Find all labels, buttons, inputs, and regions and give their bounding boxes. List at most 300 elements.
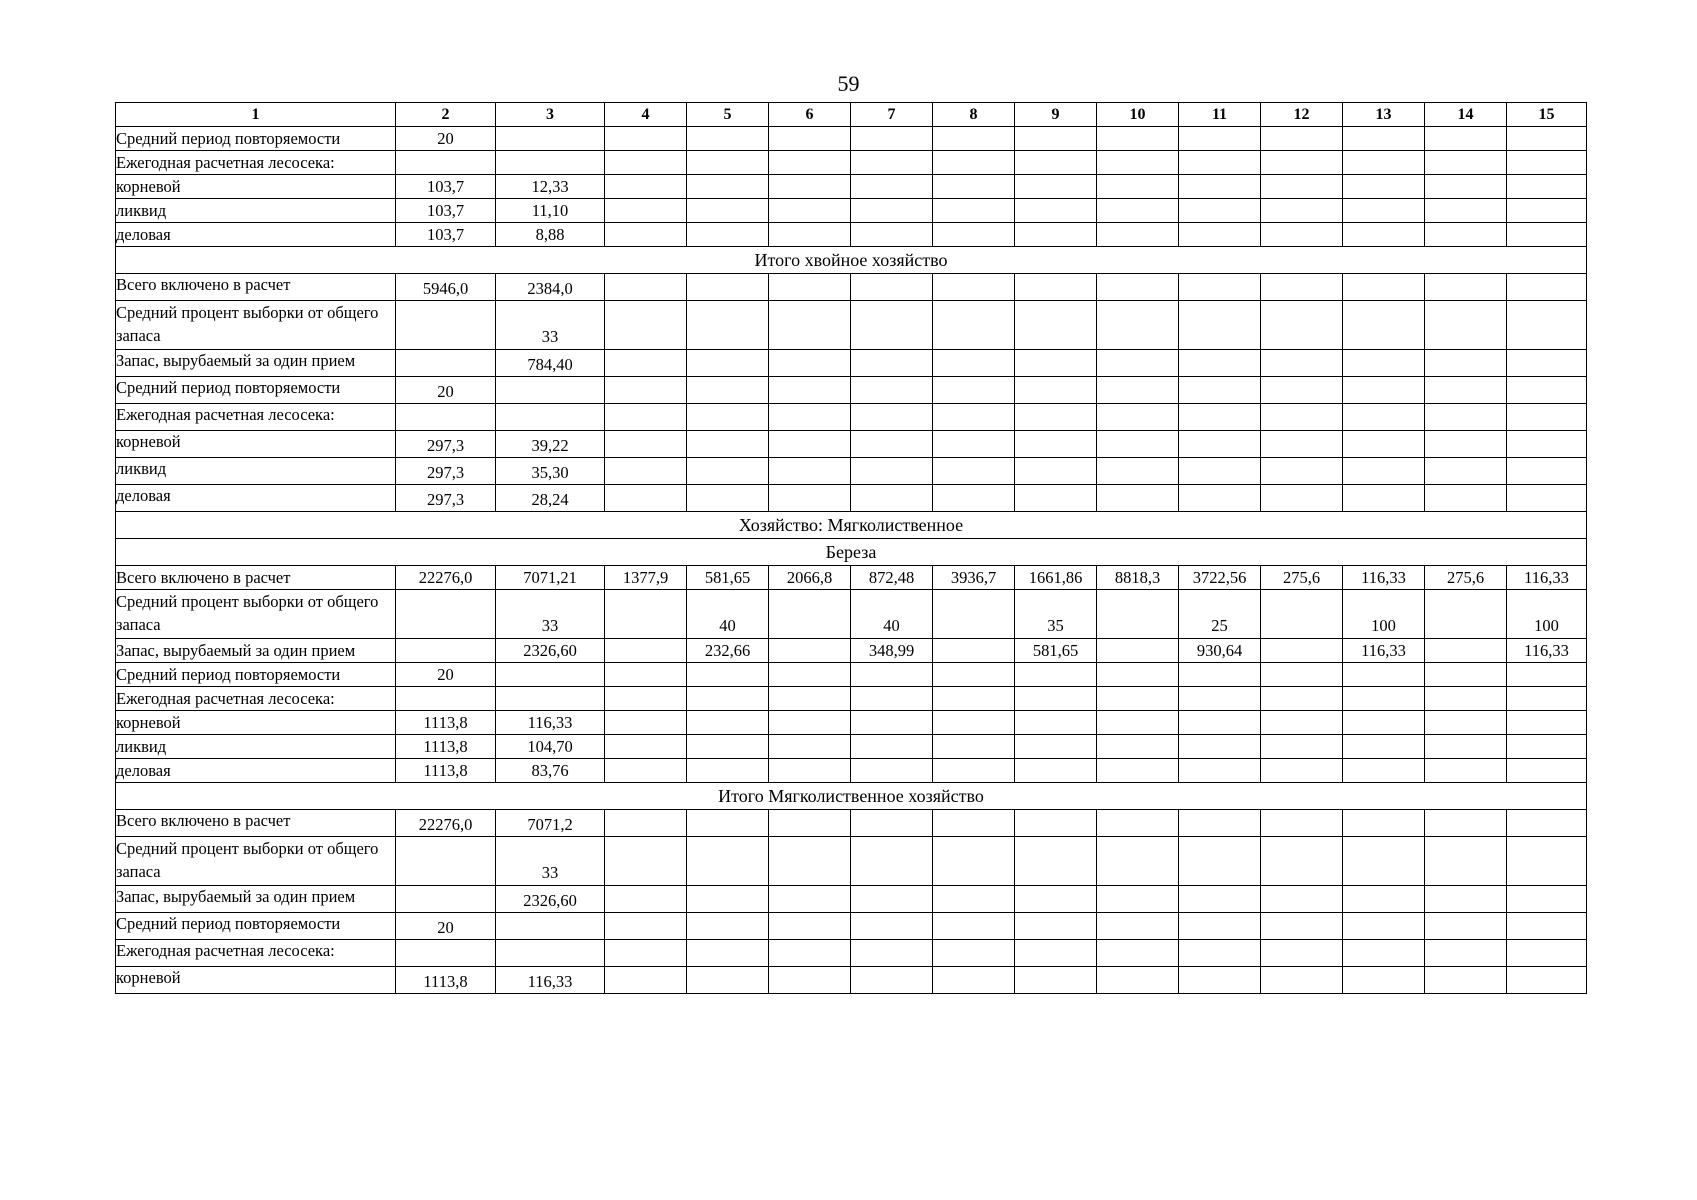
value-cell	[1343, 837, 1425, 886]
row-label-cell: корневой	[116, 431, 396, 458]
value-cell	[1179, 127, 1261, 151]
value-cell	[769, 967, 851, 994]
value-cell	[769, 274, 851, 301]
value-cell	[1179, 151, 1261, 175]
value-cell	[1015, 687, 1097, 711]
value-cell	[1507, 301, 1587, 350]
value-cell	[605, 377, 687, 404]
value-cell	[769, 175, 851, 199]
value-cell	[1097, 485, 1179, 512]
value-cell: 872,48	[851, 566, 933, 590]
value-cell	[1015, 967, 1097, 994]
value-cell	[1507, 199, 1587, 223]
value-cell	[1507, 687, 1587, 711]
section-heading-row	[116, 783, 1587, 810]
value-cell: 8,88	[496, 223, 605, 247]
value-cell	[496, 913, 605, 940]
value-cell: 2326,60	[496, 886, 605, 913]
value-cell	[1507, 759, 1587, 783]
value-cell	[605, 151, 687, 175]
value-cell	[687, 175, 769, 199]
value-cell	[1425, 913, 1507, 940]
value-cell	[1343, 431, 1425, 458]
value-cell: 116,33	[496, 711, 605, 735]
value-cell	[1261, 377, 1343, 404]
value-cell	[396, 404, 496, 431]
value-cell	[687, 687, 769, 711]
value-cell	[1179, 735, 1261, 759]
table-row	[116, 967, 1587, 994]
table-row	[116, 913, 1587, 940]
value-cell	[1261, 350, 1343, 377]
column-number-9: 9	[1015, 103, 1097, 127]
value-cell	[605, 687, 687, 711]
value-cell	[1015, 711, 1097, 735]
value-cell	[933, 735, 1015, 759]
value-cell	[687, 127, 769, 151]
value-cell	[1343, 485, 1425, 512]
value-cell: 22276,0	[396, 810, 496, 837]
value-cell	[1097, 151, 1179, 175]
value-cell	[605, 590, 687, 639]
row-label-cell: Средний процент выборки от общего запаса	[116, 837, 396, 886]
value-cell	[1015, 759, 1097, 783]
value-cell	[851, 175, 933, 199]
value-cell	[851, 663, 933, 687]
value-cell	[396, 687, 496, 711]
value-cell	[1097, 350, 1179, 377]
value-cell	[1097, 711, 1179, 735]
value-cell: 5946,0	[396, 274, 496, 301]
value-cell	[769, 458, 851, 485]
value-cell	[687, 274, 769, 301]
value-cell	[851, 458, 933, 485]
value-cell	[1425, 711, 1507, 735]
value-cell	[1097, 687, 1179, 711]
value-cell	[605, 127, 687, 151]
value-cell	[933, 404, 1015, 431]
value-cell	[1015, 810, 1097, 837]
table-row	[116, 940, 1587, 967]
value-cell: 40	[851, 590, 933, 639]
row-label-cell: деловая	[116, 759, 396, 783]
value-cell	[1015, 837, 1097, 886]
value-cell	[851, 404, 933, 431]
value-cell	[933, 913, 1015, 940]
value-cell	[933, 663, 1015, 687]
value-cell: 116,33	[1507, 639, 1587, 663]
value-cell	[1261, 404, 1343, 431]
value-cell	[851, 967, 933, 994]
value-cell: 581,65	[1015, 639, 1097, 663]
value-cell	[1179, 663, 1261, 687]
value-cell	[1015, 199, 1097, 223]
column-number-8: 8	[933, 103, 1015, 127]
column-number-4: 4	[605, 103, 687, 127]
value-cell	[1097, 223, 1179, 247]
value-cell	[1261, 759, 1343, 783]
value-cell: 103,7	[396, 223, 496, 247]
value-cell	[1425, 431, 1507, 458]
value-cell	[1425, 663, 1507, 687]
value-cell	[1097, 127, 1179, 151]
value-cell	[851, 151, 933, 175]
value-cell	[1261, 458, 1343, 485]
value-cell	[933, 175, 1015, 199]
value-cell	[933, 199, 1015, 223]
value-cell	[687, 431, 769, 458]
value-cell	[605, 458, 687, 485]
row-label-cell: ликвид	[116, 735, 396, 759]
row-label-cell: деловая	[116, 223, 396, 247]
value-cell	[1507, 711, 1587, 735]
value-cell	[1425, 175, 1507, 199]
section-heading: Береза	[116, 539, 1587, 566]
value-cell	[1015, 274, 1097, 301]
section-heading: Итого хвойное хозяйство	[116, 247, 1587, 274]
value-cell	[769, 759, 851, 783]
value-cell	[1425, 404, 1507, 431]
value-cell: 297,3	[396, 431, 496, 458]
value-cell	[933, 377, 1015, 404]
value-cell	[933, 151, 1015, 175]
value-cell	[687, 485, 769, 512]
value-cell	[851, 913, 933, 940]
value-cell	[496, 687, 605, 711]
value-cell: 1113,8	[396, 967, 496, 994]
value-cell	[687, 223, 769, 247]
value-cell	[1507, 175, 1587, 199]
value-cell	[687, 663, 769, 687]
value-cell	[1507, 223, 1587, 247]
value-cell	[1097, 913, 1179, 940]
table-row	[116, 431, 1587, 458]
value-cell	[1343, 301, 1425, 350]
value-cell	[1425, 639, 1507, 663]
value-cell	[769, 377, 851, 404]
value-cell	[769, 223, 851, 247]
value-cell	[1507, 913, 1587, 940]
column-number-12: 12	[1261, 103, 1343, 127]
value-cell	[1425, 940, 1507, 967]
value-cell	[1179, 711, 1261, 735]
value-cell	[1507, 377, 1587, 404]
section-heading-row	[116, 247, 1587, 274]
value-cell	[396, 886, 496, 913]
table-row	[116, 151, 1587, 175]
value-cell	[687, 458, 769, 485]
value-cell	[687, 967, 769, 994]
value-cell: 20	[396, 127, 496, 151]
value-cell	[769, 663, 851, 687]
value-cell: 1113,8	[396, 759, 496, 783]
section-heading-row	[116, 512, 1587, 539]
forest-cutting-table	[115, 102, 1587, 994]
value-cell	[1015, 431, 1097, 458]
value-cell	[1015, 940, 1097, 967]
value-cell	[1261, 485, 1343, 512]
column-number-11: 11	[1179, 103, 1261, 127]
value-cell	[1343, 377, 1425, 404]
value-cell: 35	[1015, 590, 1097, 639]
value-cell: 1113,8	[396, 735, 496, 759]
value-cell	[1343, 967, 1425, 994]
value-cell	[1425, 810, 1507, 837]
table-row	[116, 711, 1587, 735]
value-cell	[769, 687, 851, 711]
value-cell: 20	[396, 663, 496, 687]
value-cell	[1179, 199, 1261, 223]
value-cell	[1179, 940, 1261, 967]
value-cell	[851, 350, 933, 377]
value-cell: 2326,60	[496, 639, 605, 663]
table-row	[116, 759, 1587, 783]
value-cell	[933, 967, 1015, 994]
value-cell: 11,10	[496, 199, 605, 223]
column-number-14: 14	[1425, 103, 1507, 127]
value-cell	[687, 735, 769, 759]
value-cell: 275,6	[1425, 566, 1507, 590]
value-cell	[1425, 886, 1507, 913]
value-cell	[1425, 199, 1507, 223]
value-cell: 116,33	[1343, 566, 1425, 590]
value-cell	[769, 431, 851, 458]
value-cell: 930,64	[1179, 639, 1261, 663]
value-cell	[1425, 759, 1507, 783]
value-cell	[1507, 458, 1587, 485]
value-cell	[496, 377, 605, 404]
value-cell: 2066,8	[769, 566, 851, 590]
value-cell: 297,3	[396, 485, 496, 512]
value-cell	[1343, 913, 1425, 940]
value-cell	[769, 837, 851, 886]
value-cell	[851, 886, 933, 913]
value-cell: 35,30	[496, 458, 605, 485]
value-cell	[1261, 199, 1343, 223]
table-row	[116, 886, 1587, 913]
column-number-6: 6	[769, 103, 851, 127]
table-row	[116, 350, 1587, 377]
value-cell	[933, 590, 1015, 639]
value-cell: 22276,0	[396, 566, 496, 590]
value-cell	[1261, 711, 1343, 735]
value-cell	[1507, 431, 1587, 458]
row-label-cell: Ежегодная расчетная лесосека:	[116, 404, 396, 431]
value-cell	[1179, 350, 1261, 377]
value-cell	[1425, 967, 1507, 994]
value-cell	[769, 886, 851, 913]
value-cell	[851, 735, 933, 759]
value-cell	[1261, 913, 1343, 940]
value-cell	[1015, 175, 1097, 199]
value-cell	[769, 350, 851, 377]
value-cell	[1097, 886, 1179, 913]
value-cell	[769, 127, 851, 151]
value-cell	[1015, 151, 1097, 175]
value-cell	[687, 350, 769, 377]
value-cell	[1097, 663, 1179, 687]
value-cell	[769, 810, 851, 837]
value-cell	[851, 837, 933, 886]
value-cell	[496, 151, 605, 175]
table-row	[116, 485, 1587, 512]
row-label-cell: ликвид	[116, 458, 396, 485]
value-cell	[1097, 274, 1179, 301]
value-cell	[933, 350, 1015, 377]
value-cell	[1425, 590, 1507, 639]
value-cell	[687, 301, 769, 350]
value-cell: 784,40	[496, 350, 605, 377]
value-cell	[687, 886, 769, 913]
value-cell	[396, 639, 496, 663]
value-cell	[496, 663, 605, 687]
value-cell	[933, 127, 1015, 151]
row-label-cell: Ежегодная расчетная лесосека:	[116, 687, 396, 711]
table-row	[116, 837, 1587, 886]
value-cell	[1261, 735, 1343, 759]
value-cell	[1261, 687, 1343, 711]
value-cell: 3722,56	[1179, 566, 1261, 590]
value-cell	[1097, 639, 1179, 663]
value-cell	[1179, 759, 1261, 783]
table-row	[116, 301, 1587, 350]
value-cell	[1097, 940, 1179, 967]
value-cell	[605, 759, 687, 783]
value-cell	[605, 485, 687, 512]
value-cell	[1179, 967, 1261, 994]
value-cell	[1261, 274, 1343, 301]
value-cell	[605, 837, 687, 886]
value-cell	[396, 837, 496, 886]
value-cell	[605, 350, 687, 377]
value-cell	[851, 274, 933, 301]
value-cell	[1261, 967, 1343, 994]
value-cell	[1261, 590, 1343, 639]
value-cell	[1097, 759, 1179, 783]
row-label-cell: Средний период повторяемости	[116, 127, 396, 151]
value-cell	[1015, 127, 1097, 151]
value-cell	[1425, 377, 1507, 404]
value-cell	[1097, 301, 1179, 350]
value-cell	[605, 431, 687, 458]
value-cell: 20	[396, 377, 496, 404]
value-cell: 275,6	[1261, 566, 1343, 590]
value-cell	[1425, 458, 1507, 485]
value-cell	[1425, 274, 1507, 301]
value-cell	[605, 663, 687, 687]
value-cell	[1507, 663, 1587, 687]
value-cell	[851, 301, 933, 350]
value-cell	[1015, 458, 1097, 485]
value-cell	[1015, 404, 1097, 431]
value-cell	[1179, 458, 1261, 485]
value-cell	[1261, 301, 1343, 350]
value-cell	[605, 301, 687, 350]
value-cell	[1015, 663, 1097, 687]
value-cell	[933, 687, 1015, 711]
value-cell	[1507, 810, 1587, 837]
value-cell	[1507, 274, 1587, 301]
value-cell	[1015, 301, 1097, 350]
value-cell: 297,3	[396, 458, 496, 485]
value-cell	[1507, 404, 1587, 431]
row-label-cell: Ежегодная расчетная лесосека:	[116, 940, 396, 967]
table-row	[116, 639, 1587, 663]
value-cell	[687, 711, 769, 735]
table-row	[116, 175, 1587, 199]
row-label-cell: Средний период повторяемости	[116, 377, 396, 404]
value-cell	[769, 590, 851, 639]
value-cell	[933, 274, 1015, 301]
value-cell: 348,99	[851, 639, 933, 663]
section-heading: Хозяйство: Мягколиственное	[116, 512, 1587, 539]
value-cell	[1343, 175, 1425, 199]
value-cell	[851, 759, 933, 783]
value-cell	[933, 431, 1015, 458]
value-cell	[1343, 940, 1425, 967]
value-cell: 1377,9	[605, 566, 687, 590]
row-label-cell: ликвид	[116, 199, 396, 223]
value-cell: 116,33	[1343, 639, 1425, 663]
value-cell	[1179, 175, 1261, 199]
value-cell	[1179, 301, 1261, 350]
value-cell	[1015, 485, 1097, 512]
value-cell: 33	[496, 301, 605, 350]
value-cell	[1343, 151, 1425, 175]
value-cell: 1661,86	[1015, 566, 1097, 590]
value-cell: 20	[396, 913, 496, 940]
value-cell	[1261, 663, 1343, 687]
value-cell	[1097, 377, 1179, 404]
value-cell	[687, 377, 769, 404]
value-cell	[1097, 735, 1179, 759]
table-row	[116, 735, 1587, 759]
value-cell	[605, 810, 687, 837]
value-cell: 116,33	[496, 967, 605, 994]
value-cell	[1507, 151, 1587, 175]
value-cell	[687, 913, 769, 940]
column-number-row	[116, 103, 1587, 127]
value-cell: 3936,7	[933, 566, 1015, 590]
value-cell	[769, 913, 851, 940]
value-cell	[1507, 967, 1587, 994]
value-cell: 232,66	[687, 639, 769, 663]
value-cell	[933, 223, 1015, 247]
value-cell	[1097, 837, 1179, 886]
value-cell	[851, 810, 933, 837]
value-cell	[1507, 837, 1587, 886]
table-row	[116, 199, 1587, 223]
value-cell: 8818,3	[1097, 566, 1179, 590]
table-row	[116, 687, 1587, 711]
value-cell	[851, 485, 933, 512]
value-cell	[1015, 223, 1097, 247]
value-cell	[1179, 913, 1261, 940]
value-cell	[1179, 886, 1261, 913]
value-cell	[1343, 458, 1425, 485]
row-label-cell: Всего включено в расчет	[116, 566, 396, 590]
value-cell	[1097, 431, 1179, 458]
value-cell	[1425, 301, 1507, 350]
value-cell: 25	[1179, 590, 1261, 639]
value-cell	[687, 837, 769, 886]
column-number-5: 5	[687, 103, 769, 127]
value-cell	[1343, 127, 1425, 151]
value-cell	[605, 913, 687, 940]
value-cell	[769, 404, 851, 431]
value-cell	[1261, 223, 1343, 247]
value-cell	[687, 810, 769, 837]
